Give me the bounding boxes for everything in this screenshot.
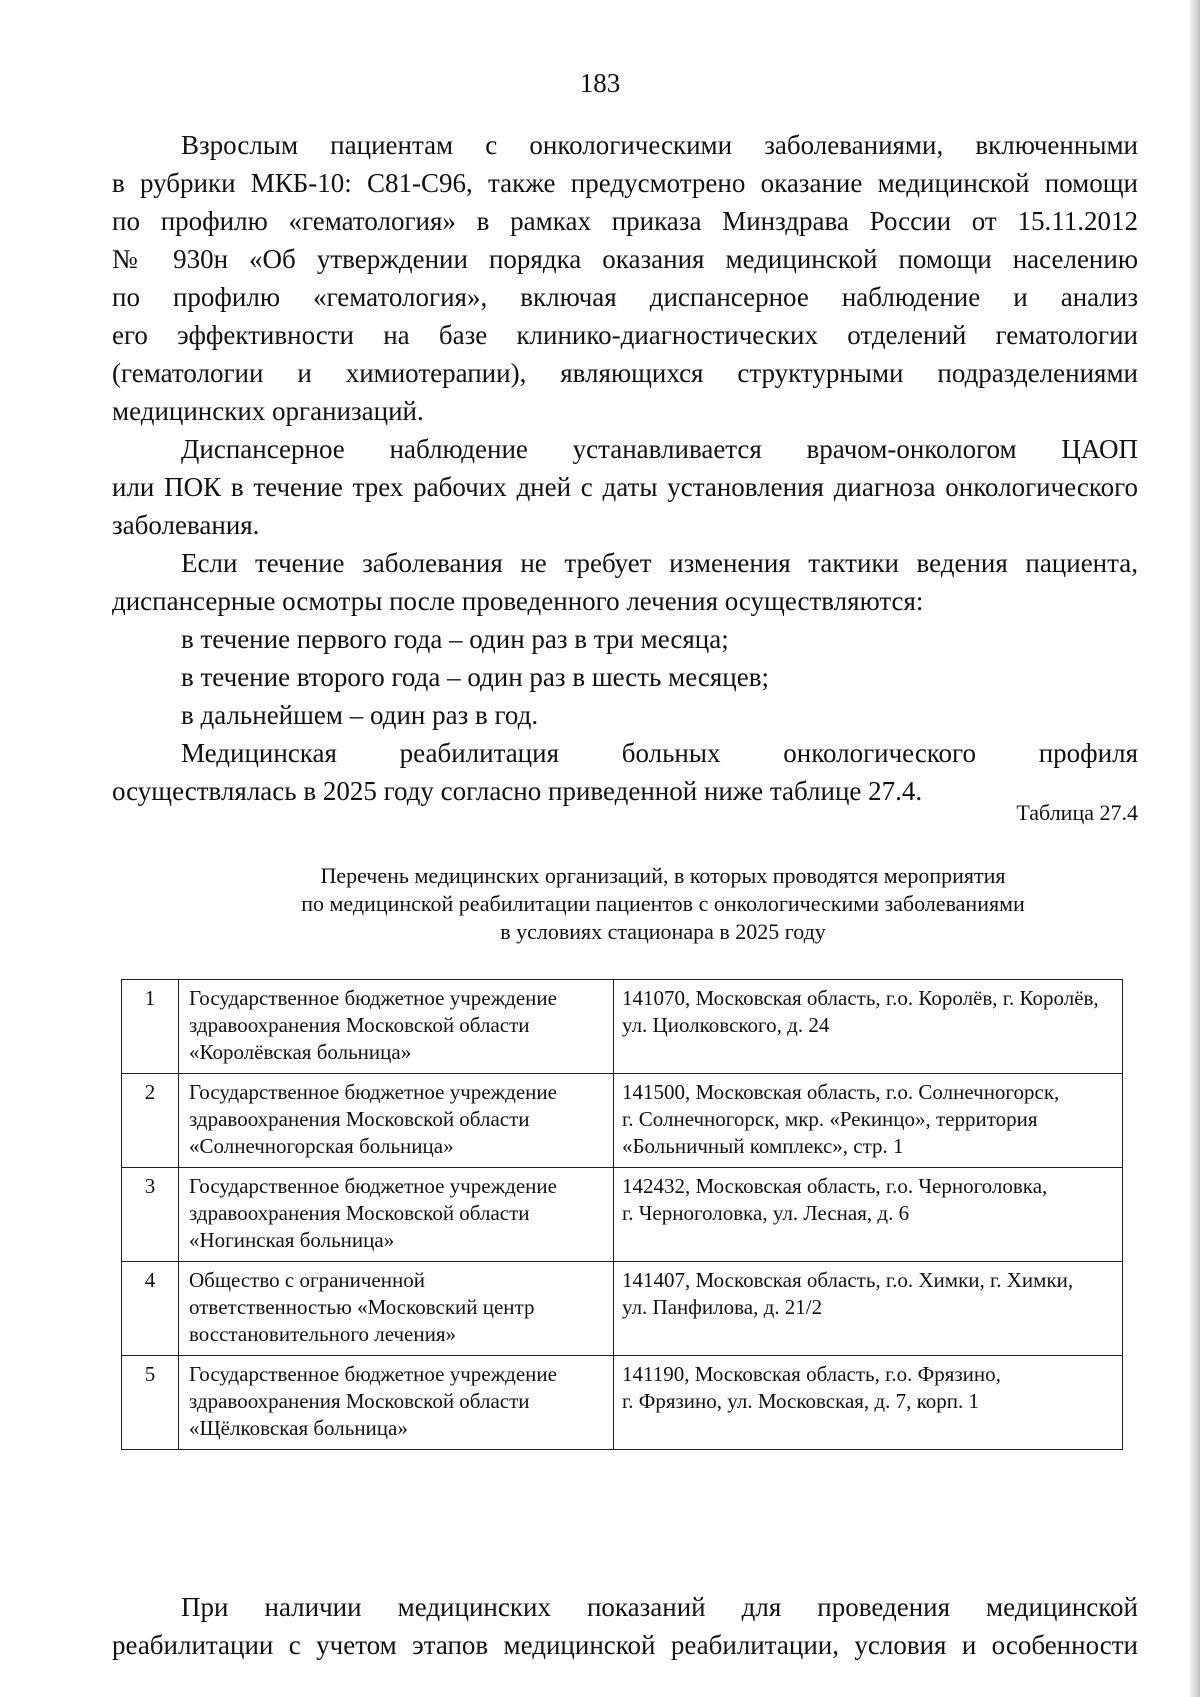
text-line: заболевания.: [112, 510, 260, 540]
text-line: медицинских организаций.: [112, 396, 424, 426]
name-line: Государственное бюджетное учреждение: [189, 1174, 557, 1198]
checkup-schedule-list: [112, 620, 1138, 734]
row-number: 1: [122, 980, 179, 1074]
name-line: Государственное бюджетное учреждение: [189, 1362, 557, 1386]
name-line: Государственное бюджетное учреждение: [189, 986, 557, 1010]
text-line: Диспансерное наблюдение устанавливается врачом-онкологом ЦАОП: [181, 434, 1138, 464]
name-line: здравоохранения Московской области: [189, 1107, 530, 1131]
text-line: по профилю «гематология», включая диспансерное наблюдение и анализ: [112, 282, 1138, 312]
paragraph-hematology: [112, 126, 1138, 430]
scan-edge-shadow: [1190, 0, 1200, 1697]
address-line: г. Фрязино, ул. Московская, д. 7, корп. 1: [622, 1389, 979, 1413]
organization-address: [614, 1074, 1123, 1168]
name-line: «Солнечногорская больница»: [189, 1134, 454, 1158]
table-caption: [112, 862, 1200, 946]
organization-name: [179, 1356, 614, 1450]
paragraph-dispensary: [112, 430, 1138, 544]
row-number: 2: [122, 1074, 179, 1168]
paragraph-checkups: [112, 544, 1138, 620]
text-line: Если течение заболевания не требует изменения тактики ведения пациента,: [181, 548, 1138, 578]
name-line: «Ногинская больница»: [189, 1228, 395, 1252]
organization-address: [614, 1356, 1123, 1450]
table-row: [122, 980, 1123, 1074]
table-row: [122, 1262, 1123, 1356]
address-line: ул. Панфилова, д. 21/2: [622, 1295, 823, 1319]
organization-address: [614, 1168, 1123, 1262]
address-line: 141070, Московская область, г.о. Королёв, г. Королёв,: [622, 986, 1099, 1010]
table-row: [122, 1356, 1123, 1450]
row-number: 5: [122, 1356, 179, 1450]
address-line: 142432, Московская область, г.о. Черноголовка,: [622, 1174, 1048, 1198]
row-number: 3: [122, 1168, 179, 1262]
text-line: (гематологии и химиотерапии), являющихся структурными подразделениями: [112, 358, 1138, 388]
name-line: здравоохранения Московской области: [189, 1389, 530, 1413]
address-line: «Больничный комплекс», стр. 1: [622, 1134, 904, 1158]
text-line: осуществлялась в 2025 году согласно приведенной ниже таблице 27.4.: [112, 776, 923, 806]
text-line: № 930н «Об утверждении порядка оказания медицинской помощи населению: [112, 244, 1138, 274]
name-line: «Королёвская больница»: [189, 1040, 412, 1064]
text-line: Взрослым пациентам с онкологическими заболеваниями, включенными: [181, 130, 1138, 160]
table-row: [122, 1168, 1123, 1262]
name-line: здравоохранения Московской области: [189, 1013, 530, 1037]
page-number: 183: [579, 68, 621, 98]
address-line: г. Солнечногорск, мкр. «Рекинцо», территория: [622, 1107, 1038, 1131]
caption-line: в условиях стационара в 2025 году: [500, 919, 826, 944]
address-line: ул. Циолковского, д. 24: [622, 1013, 830, 1037]
paragraph-medical-indications: [112, 1588, 1138, 1664]
text-line: по профилю «гематология» в рамках приказа Минздрава России от 15.11.2012: [112, 206, 1138, 236]
address-line: 141500, Московская область, г.о. Солнечногорск,: [622, 1080, 1060, 1104]
organization-name: [179, 1074, 614, 1168]
text-line: диспансерные осмотры после проведенного лечения осуществляются:: [112, 586, 924, 616]
list-item: в дальнейшем – один раз в год.: [181, 700, 539, 730]
row-number: 4: [122, 1262, 179, 1356]
table-label: Таблица 27.4: [1016, 800, 1138, 825]
text-line: реабилитации с учетом этапов медицинской реабилитации, условия и особенности: [112, 1630, 1138, 1660]
name-line: Государственное бюджетное учреждение: [189, 1080, 557, 1104]
paragraph-rehabilitation: [112, 734, 1138, 810]
table-row: [122, 1074, 1123, 1168]
organization-name: [179, 980, 614, 1074]
address-line: г. Черноголовка, ул. Лесная, д. 6: [622, 1201, 910, 1225]
list-item: в течение второго года – один раз в шесть месяцев;: [181, 662, 769, 692]
name-line: ответственностью «Московский центр: [189, 1295, 535, 1319]
text-line: При наличии медицинских показаний для проведения медицинской: [181, 1592, 1138, 1622]
address-line: 141190, Московская область, г.о. Фрязино,: [622, 1362, 1001, 1386]
address-line: 141407, Московская область, г.о. Химки, г. Химки,: [622, 1268, 1074, 1292]
text-line: в рубрики МКБ-10: С81-С96, также предусмотрено оказание медицинской помощи: [112, 168, 1138, 198]
text-line: Медицинская реабилитация больных онкологического профиля: [181, 738, 1138, 768]
organization-address: [614, 980, 1123, 1074]
name-line: Общество с ограниченной: [189, 1268, 425, 1292]
caption-line: Перечень медицинских организаций, в которых проводятся мероприятия: [320, 863, 1006, 888]
organization-name: [179, 1262, 614, 1356]
name-line: восстановительного лечения»: [189, 1322, 457, 1346]
list-item: в течение первого года – один раз в три месяца;: [181, 624, 729, 654]
text-line: или ПОК в течение трех рабочих дней с даты установления диагноза онкологического: [112, 472, 1138, 502]
caption-line: по медицинской реабилитации пациентов с онкологическими заболеваниями: [301, 891, 1025, 916]
organization-address: [614, 1262, 1123, 1356]
name-line: «Щёлковская больница»: [189, 1416, 408, 1440]
organization-name: [179, 1168, 614, 1262]
text-line: его эффективности на базе клинико-диагностических отделений гематологии: [112, 320, 1138, 350]
organizations-table: [121, 979, 1123, 1450]
name-line: здравоохранения Московской области: [189, 1201, 530, 1225]
